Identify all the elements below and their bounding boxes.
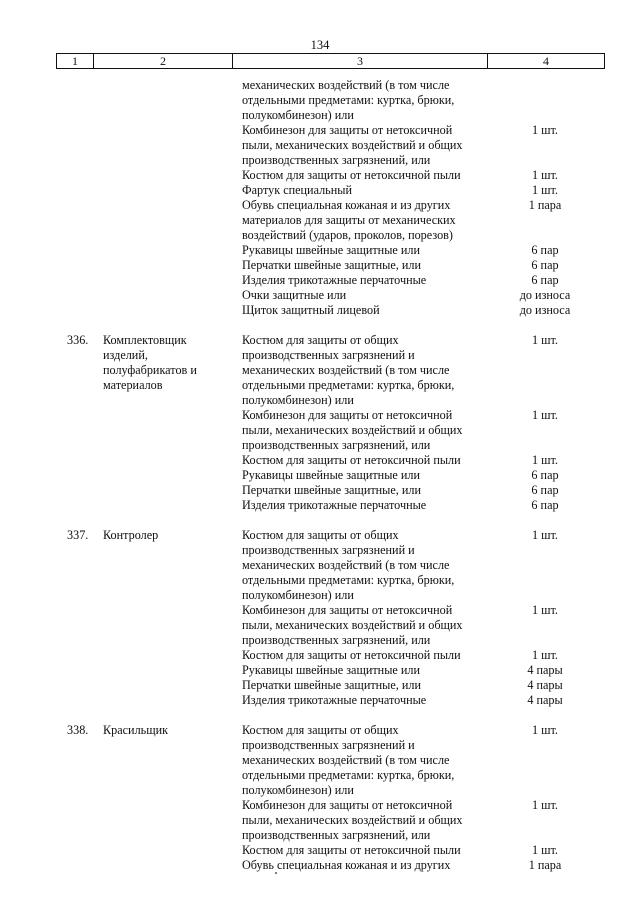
ppe-item: механических воздействий (в том числе: [242, 753, 450, 767]
ppe-quantity: 6 пар: [531, 273, 559, 287]
ppe-item: производственных загрязнений и: [242, 738, 415, 752]
table-row: [0, 78, 640, 93]
table-row: [0, 198, 640, 213]
ppe-quantity: 6 пар: [531, 498, 559, 512]
ppe-item: производственных загрязнений, или: [242, 828, 431, 842]
table-row: [0, 768, 640, 783]
ppe-quantity: 6 пар: [531, 258, 559, 272]
ppe-item: полукомбинезон) или: [242, 588, 354, 602]
table-row: [0, 213, 640, 228]
table-row: [0, 93, 640, 108]
ppe-item: полукомбинезон) или: [242, 393, 354, 407]
table-row: [0, 288, 640, 303]
column-header-2: 2: [94, 54, 233, 69]
table-row: [0, 378, 640, 393]
table-row: [0, 693, 640, 708]
column-header-1: 1: [57, 54, 94, 69]
table-row: [0, 738, 640, 753]
table-row: [0, 753, 640, 768]
table-row: [0, 843, 640, 858]
table-row: [0, 453, 640, 468]
ppe-item: материалов для защиты от механических: [242, 213, 456, 227]
ppe-item: Костюм для защиты от общих: [242, 333, 399, 347]
ppe-quantity: 4 пары: [527, 693, 563, 707]
ppe-item: Перчатки швейные защитные, или: [242, 258, 422, 272]
table-row: [0, 603, 640, 618]
table-row: [0, 573, 640, 588]
ppe-item: механических воздействий (в том числе: [242, 78, 450, 92]
table-row: [0, 663, 640, 678]
scan-speck: [275, 872, 277, 874]
ppe-item: Комбинезон для защиты от нетоксичной: [242, 123, 453, 137]
ppe-quantity: 1 шт.: [532, 723, 558, 737]
ppe-quantity: 4 пары: [527, 678, 563, 692]
table-row: [0, 528, 640, 543]
entry-number: 338.: [67, 723, 89, 737]
ppe-quantity: 4 пары: [527, 663, 563, 677]
table-row: [0, 483, 640, 498]
ppe-item: полукомбинезон) или: [242, 108, 354, 122]
table-row: [0, 333, 640, 348]
table-row: [0, 408, 640, 423]
table-row: [0, 138, 640, 153]
table-row: [0, 648, 640, 663]
table-row: [0, 723, 640, 738]
table-row: [0, 438, 640, 453]
ppe-item: пыли, механических воздействий и общих: [242, 138, 463, 152]
table-row: [0, 558, 640, 573]
table-row: [0, 633, 640, 648]
ppe-item: Изделия трикотажные перчаточные: [242, 498, 427, 512]
table-row: [0, 858, 640, 873]
ppe-item: Обувь специальная кожаная и из других: [242, 198, 451, 212]
ppe-item: Обувь специальная кожаная и из других: [242, 858, 451, 872]
column-header-4: 4: [488, 54, 605, 69]
table-row: [0, 423, 640, 438]
profession-name: Комплектовщик: [103, 333, 187, 347]
ppe-item: пыли, механических воздействий и общих: [242, 423, 463, 437]
ppe-item: Очки защитные или: [242, 288, 347, 302]
profession-name: материалов: [103, 378, 163, 392]
profession-name: изделий,: [103, 348, 148, 362]
profession-entry: [0, 723, 640, 873]
ppe-item: полукомбинезон) или: [242, 783, 354, 797]
ppe-item: пыли, механических воздействий и общих: [242, 618, 463, 632]
table-row: [0, 798, 640, 813]
ppe-quantity: 1 шт.: [532, 168, 558, 182]
table-row: [0, 393, 640, 408]
ppe-item: Костюм для защиты от нетоксичной пыли: [242, 648, 461, 662]
ppe-item: Костюм для защиты от нетоксичной пыли: [242, 843, 461, 857]
ppe-item: Изделия трикотажные перчаточные: [242, 693, 427, 707]
ppe-quantity: 1 шт.: [532, 648, 558, 662]
table-row: [0, 153, 640, 168]
ppe-item: Рукавицы швейные защитные или: [242, 468, 420, 482]
table-row: [0, 618, 640, 633]
table-row: [0, 783, 640, 798]
profession-entry: [0, 528, 640, 708]
ppe-quantity: 1 пара: [528, 858, 562, 872]
ppe-item: Костюм для защиты от нетоксичной пыли: [242, 168, 461, 182]
ppe-quantity: до износа: [519, 303, 571, 317]
ppe-quantity: 1 шт.: [532, 603, 558, 617]
ppe-item: производственных загрязнений, или: [242, 438, 431, 452]
ppe-quantity: 1 пара: [528, 198, 562, 212]
ppe-item: Щиток защитный лицевой: [242, 303, 380, 317]
ppe-item: Комбинезон для защиты от нетоксичной: [242, 603, 453, 617]
ppe-item: механических воздействий (в том числе: [242, 558, 450, 572]
ppe-item: Костюм для защиты от нетоксичной пыли: [242, 453, 461, 467]
ppe-quantity: 1 шт.: [532, 798, 558, 812]
table-row: [0, 243, 640, 258]
profession-name: Красильщик: [103, 723, 169, 737]
table-row: [0, 258, 640, 273]
ppe-quantity: 6 пар: [531, 483, 559, 497]
table-row: [0, 273, 640, 288]
ppe-quantity: 6 пар: [531, 468, 559, 482]
ppe-item: Костюм для защиты от общих: [242, 723, 399, 737]
norms-table-body: [0, 78, 640, 873]
table-row: [0, 498, 640, 513]
profession-name: Контролер: [103, 528, 159, 542]
entry-number: 337.: [67, 528, 89, 542]
ppe-item: производственных загрязнений, или: [242, 633, 431, 647]
ppe-quantity: 1 шт.: [532, 843, 558, 857]
ppe-item: производственных загрязнений, или: [242, 153, 431, 167]
ppe-item: отдельными предметами: куртка, брюки,: [242, 573, 455, 587]
table-row: [0, 813, 640, 828]
ppe-quantity: 6 пар: [531, 243, 559, 257]
table-row: [0, 168, 640, 183]
ppe-item: Фартук специальный: [242, 183, 352, 197]
ppe-item: отдельными предметами: куртка, брюки,: [242, 378, 455, 392]
page-number: 134: [310, 38, 330, 52]
column-header-3: 3: [233, 54, 488, 69]
table-row: [0, 183, 640, 198]
table-row: [0, 588, 640, 603]
table-row: [0, 348, 640, 363]
table-row: [0, 468, 640, 483]
ppe-item: Рукавицы швейные защитные или: [242, 663, 420, 677]
table-row: [0, 363, 640, 378]
table-row: [0, 678, 640, 693]
ppe-quantity: 1 шт.: [532, 453, 558, 467]
ppe-item: Изделия трикотажные перчаточные: [242, 273, 427, 287]
table-row: [0, 828, 640, 843]
ppe-item: производственных загрязнений и: [242, 348, 415, 362]
table-row: [0, 303, 640, 318]
ppe-item: Рукавицы швейные защитные или: [242, 243, 420, 257]
ppe-quantity: 1 шт.: [532, 528, 558, 542]
ppe-item: пыли, механических воздействий и общих: [242, 813, 463, 827]
ppe-item: механических воздействий (в том числе: [242, 363, 450, 377]
column-header-table: [56, 53, 605, 69]
ppe-item: отдельными предметами: куртка, брюки,: [242, 768, 455, 782]
profession-entry: [0, 78, 640, 318]
table-row: [0, 123, 640, 138]
entry-number: 336.: [67, 333, 89, 347]
ppe-quantity: 1 шт.: [532, 123, 558, 137]
ppe-quantity: 1 шт.: [532, 183, 558, 197]
ppe-item: отдельными предметами: куртка, брюки,: [242, 93, 455, 107]
ppe-item: Перчатки швейные защитные, или: [242, 483, 422, 497]
ppe-quantity: 1 шт.: [532, 333, 558, 347]
profession-name: полуфабрикатов и: [103, 363, 197, 377]
ppe-item: Костюм для защиты от общих: [242, 528, 399, 542]
ppe-quantity: 1 шт.: [532, 408, 558, 422]
table-row: [0, 543, 640, 558]
ppe-item: Перчатки швейные защитные, или: [242, 678, 422, 692]
ppe-item: воздействий (ударов, проколов, порезов): [242, 228, 453, 242]
ppe-item: Комбинезон для защиты от нетоксичной: [242, 798, 453, 812]
table-row: [0, 228, 640, 243]
ppe-item: производственных загрязнений и: [242, 543, 415, 557]
table-row: [0, 108, 640, 123]
ppe-item: Комбинезон для защиты от нетоксичной: [242, 408, 453, 422]
profession-entry: [0, 333, 640, 513]
ppe-quantity: до износа: [519, 288, 571, 302]
